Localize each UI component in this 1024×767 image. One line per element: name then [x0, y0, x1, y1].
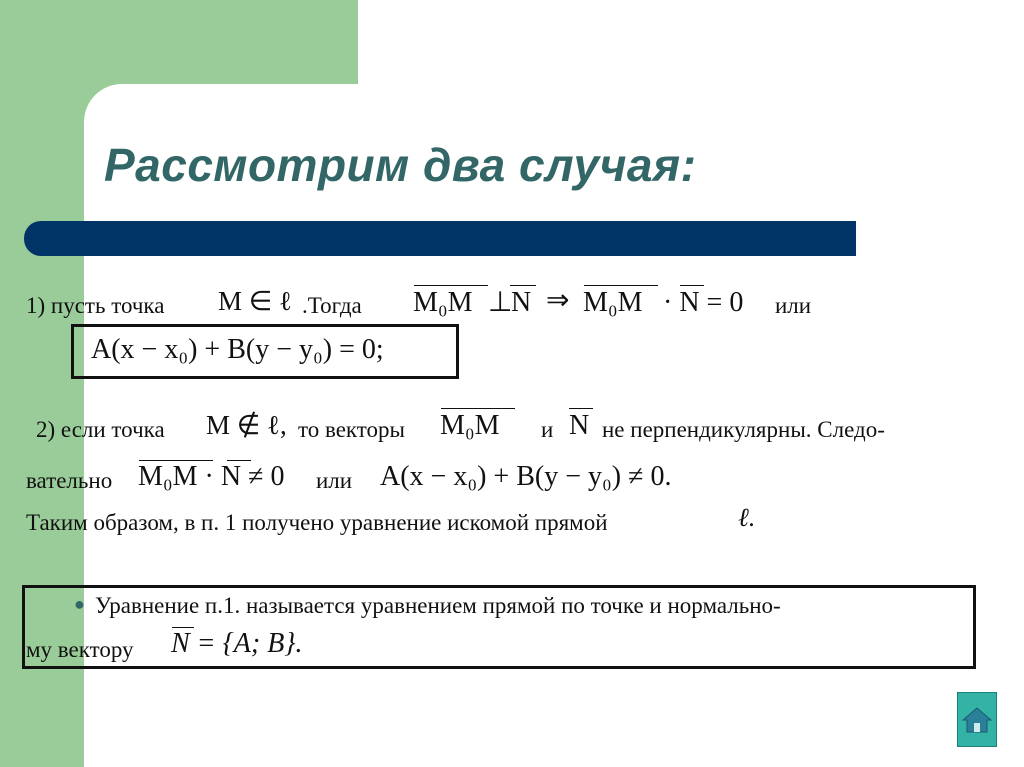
- case2-line2-prefix: вательно: [26, 468, 113, 493]
- overline-n-2: [680, 285, 704, 286]
- case1-m0m: M₀M: [413, 287, 473, 318]
- case2-prefix: 2) если точка: [36, 417, 165, 442]
- case2-condition: M ∉ ℓ,: [206, 410, 287, 440]
- note-line2-prefix: му вектору: [26, 637, 134, 662]
- overline-n-1: [510, 285, 536, 286]
- case1-implies: ⇒: [546, 285, 570, 316]
- case1-then: .Тогда: [302, 293, 362, 318]
- conclusion-ell: ℓ.: [738, 503, 756, 532]
- note-line1: Уравнение п.1. называется уравнением прямой по точке и нормально-: [95, 593, 781, 618]
- case2-m0m: M₀M: [440, 410, 500, 441]
- case1-condition: M ∈ ℓ: [218, 286, 292, 316]
- overline-m0m-1: [414, 285, 488, 286]
- case2-neq-equation: A(x − x₀) + B(y − y₀) ≠ 0.: [380, 461, 672, 492]
- case1-m0m-2: M₀M: [583, 287, 643, 318]
- bullet-icon: ●: [74, 594, 85, 614]
- case1-dot-eq: · N = 0: [663, 287, 744, 318]
- slide-title: Рассмотрим два случая:: [104, 139, 697, 191]
- home-icon: [962, 707, 992, 733]
- overline-m0m-2: [584, 285, 658, 286]
- note-formula: N = {A; B}.: [171, 628, 303, 659]
- case1-or: или: [775, 293, 812, 318]
- conclusion-text: Таким образом, в п. 1 получено уравнение искомой прямой: [26, 510, 608, 535]
- title-underline-bar: [24, 221, 856, 256]
- case2-and: и: [541, 417, 554, 442]
- home-button[interactable]: [957, 692, 997, 747]
- case2-n: N: [569, 410, 590, 441]
- case2-vectors-text: то векторы: [298, 417, 406, 442]
- case2-or: или: [316, 468, 353, 493]
- case1-boxed-equation: A(x − x₀) + B(y − y₀) = 0;: [91, 334, 384, 365]
- overline-n-3: [569, 408, 593, 409]
- overline-m0m-3: [441, 408, 515, 409]
- case2-rest: не перпендикулярны. Следо-: [602, 417, 885, 442]
- case1-prefix: 1) пусть точка: [26, 293, 165, 318]
- case2-neq-math: M₀M · N ≠ 0: [138, 461, 285, 492]
- case1-perp: ⊥: [488, 287, 513, 318]
- case1-n: N: [511, 287, 532, 318]
